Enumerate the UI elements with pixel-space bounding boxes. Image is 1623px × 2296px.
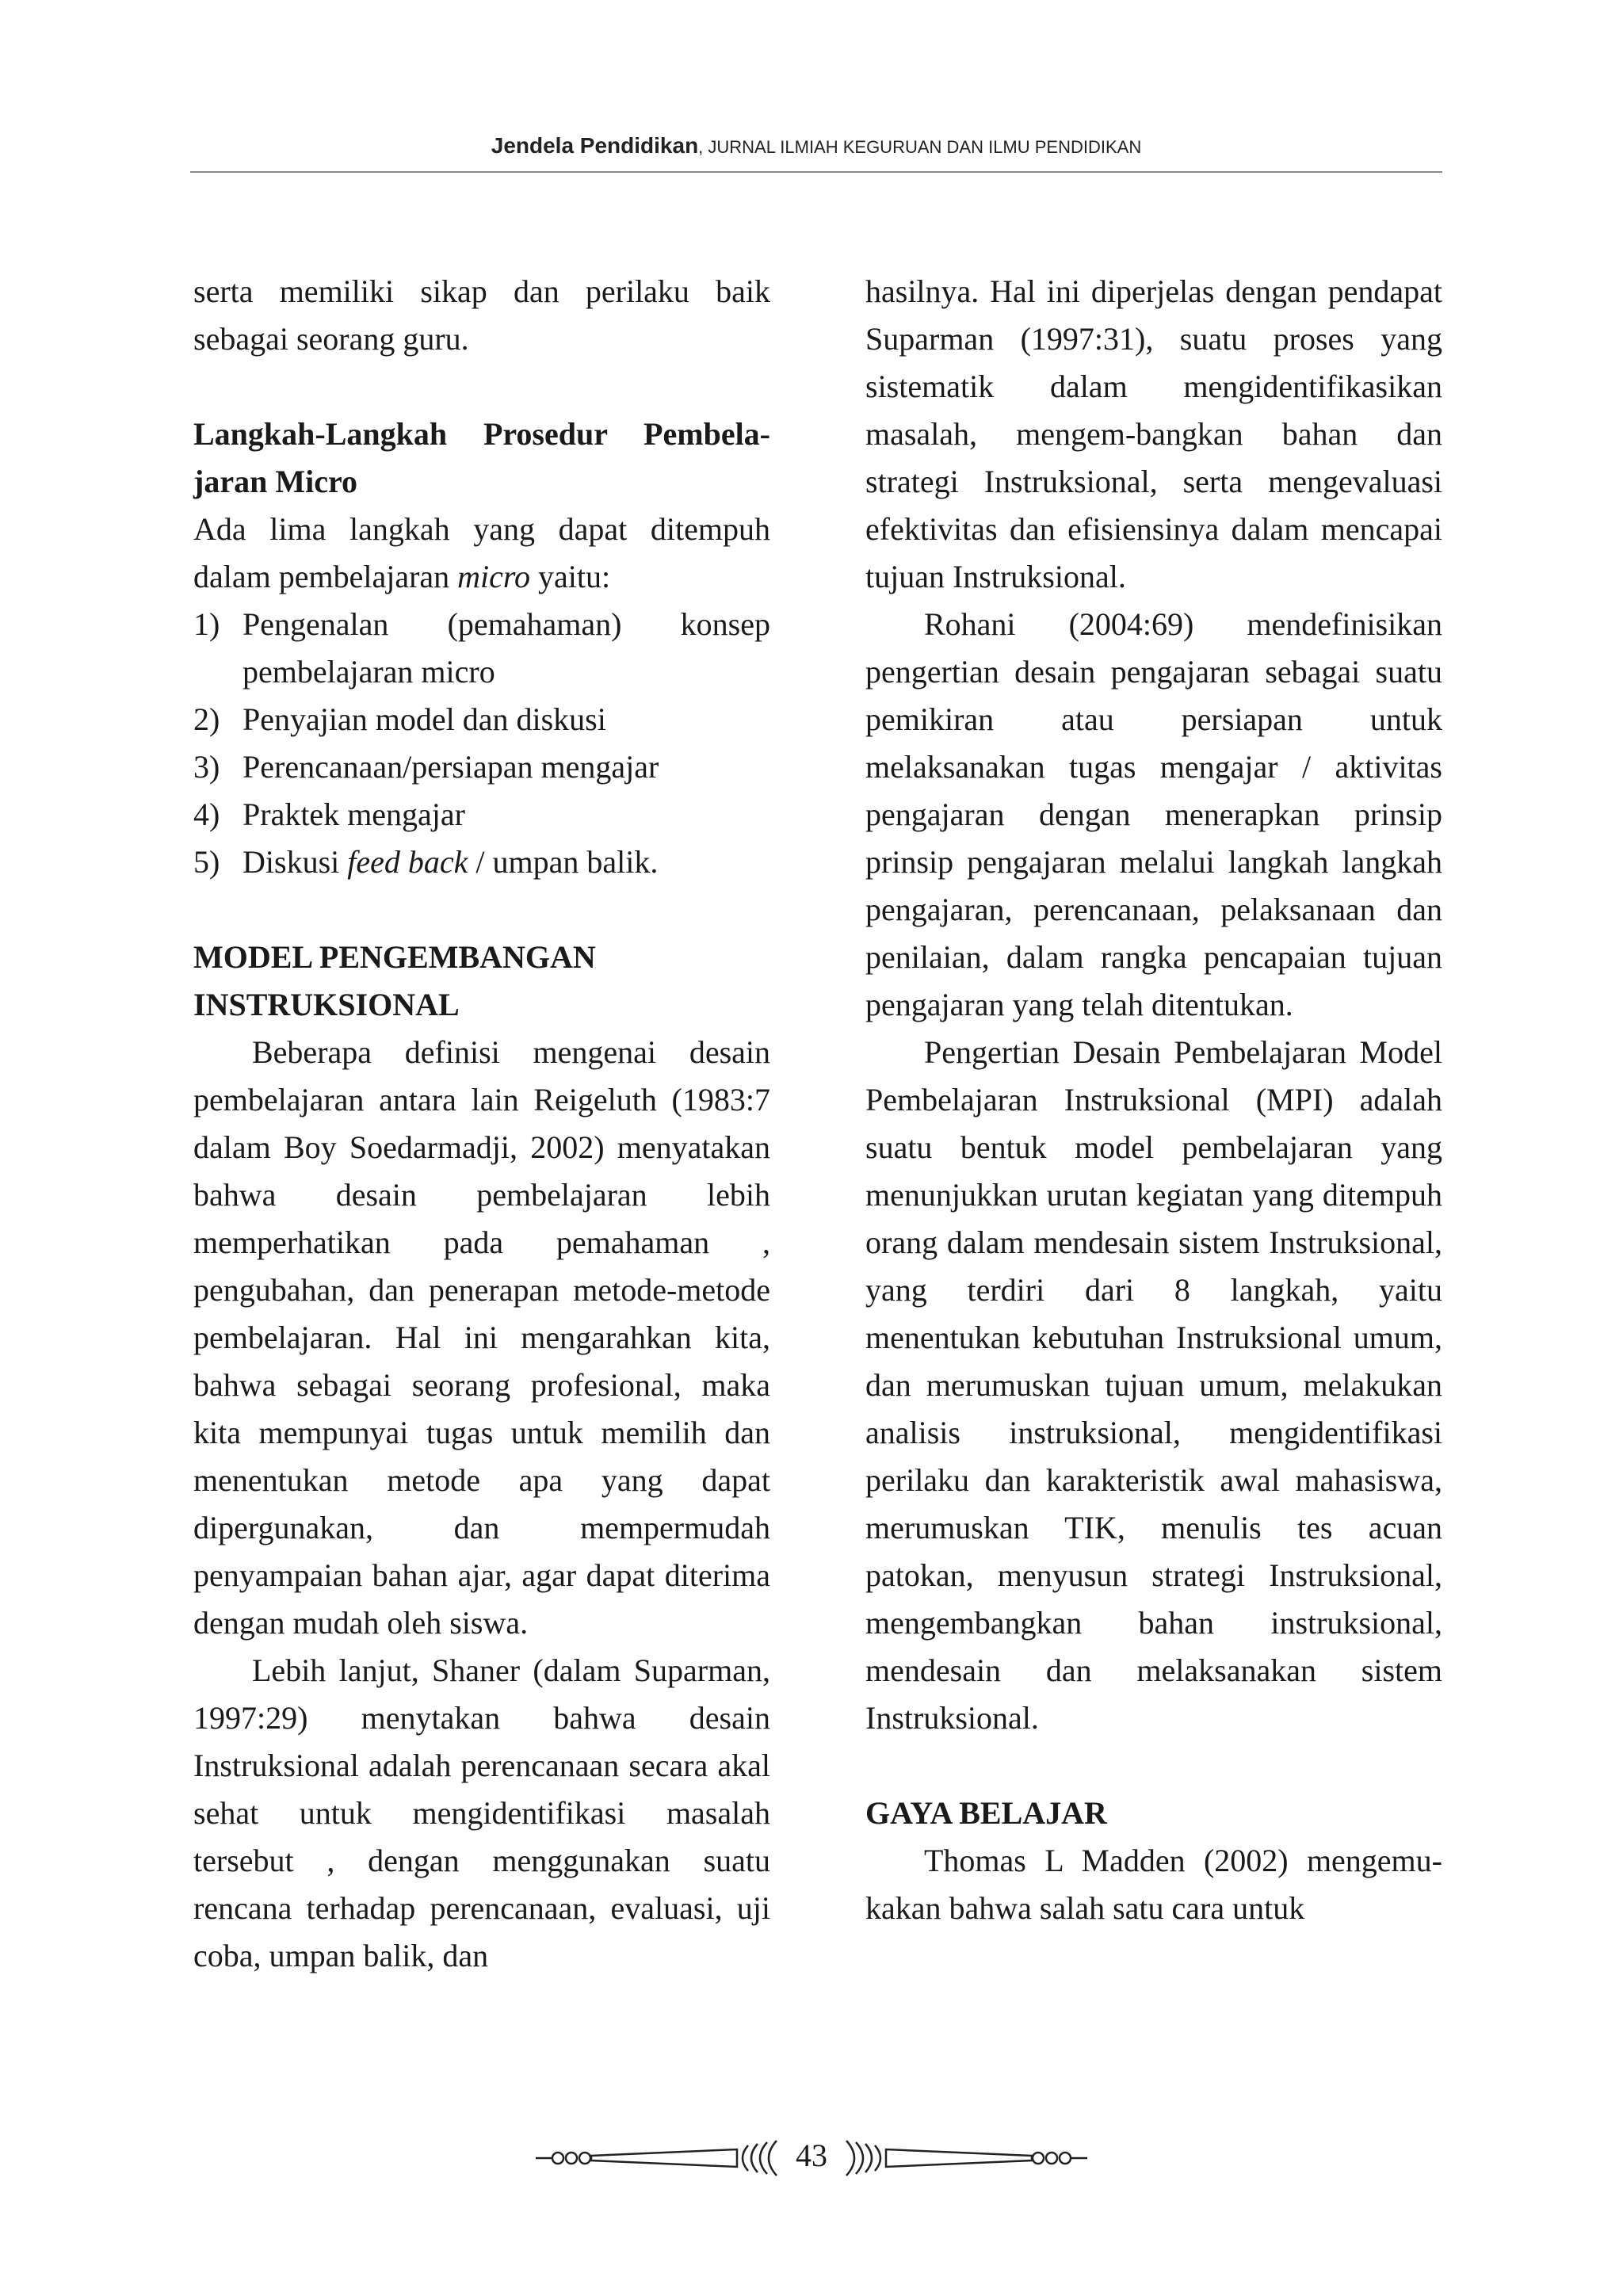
list-text: Praktek mengajar — [242, 797, 465, 832]
list-item — [193, 696, 770, 743]
left-column — [193, 268, 770, 1980]
paragraph-rohani: Rohani (2004:69) mendefinisikan pengertian desain pengajaran sebagai suatu pemikiran atau persiapan untuk melaksanakan tugas mengajar / aktivitas pengajaran dengan menerapkan prinsip prinsip pengajaran melalui langkah langkah pengajaran, perencanaan, pelaksanaan dan penilaian, dalam rangka pencapaian tujuan pengajaran yang telah ditentukan. — [865, 606, 1442, 1022]
paragraph-lebih-lanjut: Lebih lanjut, Shaner (dalam Suparman, 1997:29) menytakan bahwa desain Instruksional adalah perencanaan secara akal sehat untuk mengidentifikasi masalah tersebut , dengan menggunakan suatu rencana terhadap perencanaan, evaluasi, uji coba, umpan balik, dan — [193, 1652, 770, 1973]
list-number: 4) — [193, 797, 220, 832]
list-number: 3) — [193, 749, 220, 785]
heading-gaya-belajar: GAYA BELAJAR — [865, 1795, 1107, 1831]
spacer — [193, 363, 770, 411]
list-item — [193, 791, 770, 839]
page-number: 43 — [796, 2137, 827, 2173]
list-item — [193, 601, 770, 696]
list-text-tail: / umpan balik. — [468, 844, 659, 880]
journal-name: Jendela Pendidikan — [491, 133, 699, 158]
header-rule — [190, 171, 1442, 173]
heading-langkah-prosedur: Langkah-Langkah Prosedur Pembela-jaran Micro — [193, 416, 770, 499]
paragraph-pengertian: Pengertian Desain Pembelajaran Model Pembelajaran Instruksional (MPI) adalah suatu bentuk model pembelajaran yang menunjukkan urutan kegiatan yang ditempuh orang dalam mendesain sistem Instruksional, yang terdiri dari 8 langkah, yaitu menentukan kebutuhan Instruksional umum, dan merumuskan tujuan umum, melakukan analisis instruksional, mengidentifikasi perilaku dan karakteristik awal mahasiswa, merumuskan TIK, menulis tes acuan patokan, menyusun strategi Instruksional, mengembangkan bahan instruksional, mendesain dan melaksanakan sistem Instruksional. — [865, 1034, 1442, 1736]
paragraph-beberapa: Beberapa definisi mengenai desain pembelajaran antara lain Reigeluth (1983:7 dalam Boy Soedarmadji, 2002) menyatakan bahwa desain pembelajaran lebih memperhatikan pada pemahaman , pengubahan, dan penerapan metode-metode pembelajaran. Hal ini mengarahkan kita, bahwa sebagai seorang profesional, maka kita mempunyai tugas untuk memilih dan menentukan metode apa yang dapat dipergunakan, dan mempermudah penyampaian bahan ajar, agar dapat diterima dengan mudah oleh siswa. — [193, 1034, 770, 1641]
heading-model-line2: INSTRUKSIONAL — [193, 987, 460, 1022]
list-text: Penyajian model dan diskusi — [242, 701, 606, 737]
list-text: Pengenalan (pemahaman) konsep pembelajaran micro — [242, 606, 770, 690]
paragraph-hasilnya: hasilnya. Hal ini diperjelas dengan pendapat Suparman (1997:31), suatu proses yang sistematik dalam mengidentifikasikan masalah, mengem-bangkan bahan dan strategi Instruksional, serta mengevaluasi efektivitas dan efisiensinya dalam mencapai tujuan Instruksional. — [865, 273, 1442, 594]
right-column — [865, 268, 1442, 1932]
steps-list — [193, 601, 770, 886]
paragraph-thomas: Thomas L Madden (2002) mengemu-kakan bahwa salah satu cara untuk — [865, 1843, 1442, 1926]
list-text: Diskusi — [242, 844, 348, 880]
list-number: 5) — [193, 844, 220, 880]
paragraph-lima-langkah — [193, 506, 770, 601]
spacer — [193, 886, 770, 934]
list-text-italic: feed back — [347, 844, 468, 880]
list-item — [193, 839, 770, 886]
paragraph-lima-italic: micro — [457, 559, 531, 594]
list-number: 1) — [193, 606, 220, 642]
heading-model-line1: MODEL PENGEMBANGAN — [193, 939, 596, 975]
spacer — [865, 1742, 1442, 1790]
journal-subtitle: , JURNAL ILMIAH KEGURUAN DAN ILMU PENDIDIKAN — [698, 137, 1142, 157]
list-number: 2) — [193, 701, 220, 737]
paragraph-lima-text: Ada lima langkah yang dapat ditempuh dalam pembelajaran — [193, 511, 770, 594]
running-header — [190, 133, 1442, 159]
list-text: Perencanaan/persiapan mengajar — [242, 749, 659, 785]
paragraph-lima-tail: yaitu: — [530, 559, 611, 594]
paragraph-intro: serta memiliki sikap dan perilaku baik sebagai seorang guru. — [193, 273, 770, 357]
list-item — [193, 743, 770, 791]
